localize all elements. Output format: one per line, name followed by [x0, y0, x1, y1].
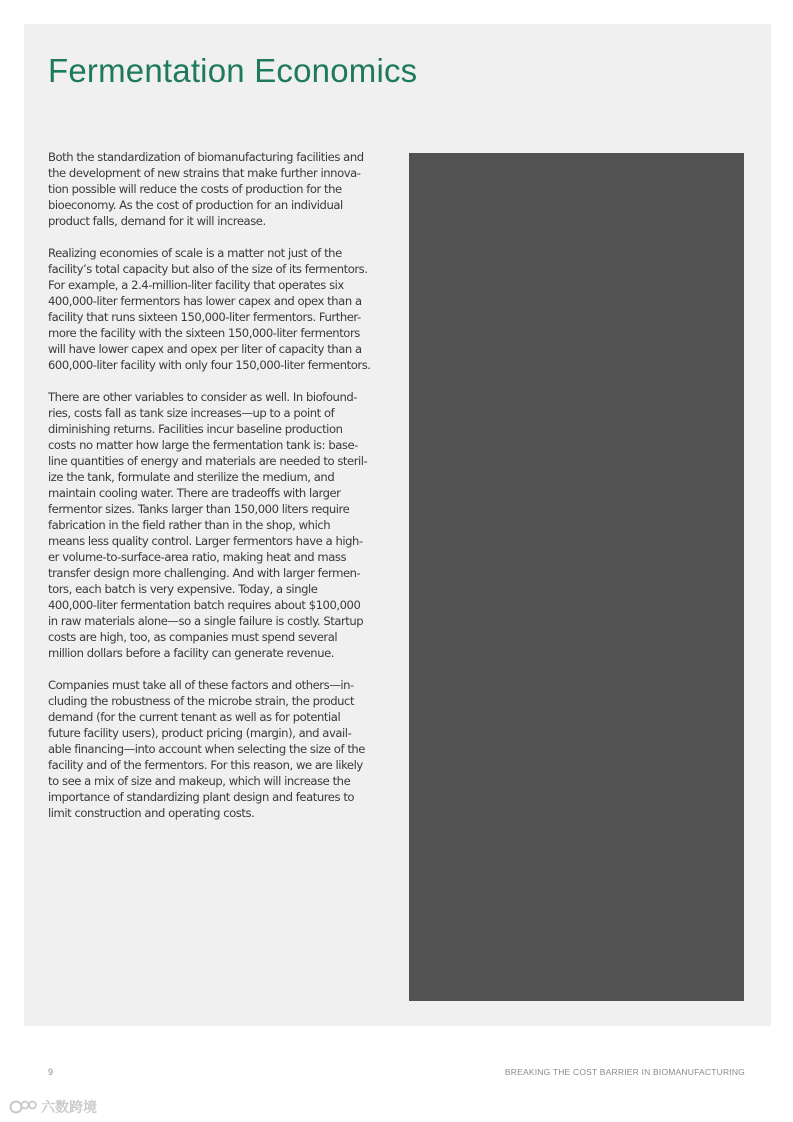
text-line: able financing—into account when selecting the size of the: [48, 742, 365, 756]
text-line: product falls, demand for it will increase.: [48, 214, 266, 228]
text-line: line quantities of energy and materials are needed to steril-: [48, 454, 368, 468]
paragraph-4: [48, 677, 388, 821]
text-line: facility’s total capacity but also of the size of its fermentors.: [48, 262, 368, 276]
paragraph-3: [48, 389, 388, 661]
page-title: Fermentation Economics: [48, 52, 418, 89]
text-line: diminishing returns. Facilities incur baseline production: [48, 422, 343, 436]
text-line: more the facility with the sixteen 150,000-liter fermentors: [48, 326, 360, 340]
text-line: future facility users), product pricing (margin), and avail-: [48, 726, 352, 740]
text-line: Both the standardization of biomanufacturing facilities and: [48, 150, 364, 164]
text-line: tors, each batch is very expensive. Today, a single: [48, 582, 318, 596]
text-line: fermentor sizes. Tanks larger than 150,000 liters require: [48, 502, 350, 516]
text-line: ries, costs fall as tank size increases—up to a point of: [48, 406, 335, 420]
text-line: tion possible will reduce the costs of production for the: [48, 182, 342, 196]
text-line: facility and of the fermentors. For this reason, we are likely: [48, 758, 363, 772]
text-line: fabrication in the field rather than in the shop, which: [48, 518, 331, 532]
text-line: bioeconomy. As the cost of production for an individual: [48, 198, 343, 212]
text-line: costs no matter how large the fermentation tank is: base-: [48, 438, 358, 452]
text-line: er volume-to-surface-area ratio, making heat and mass: [48, 550, 347, 564]
text-line: 400,000-liter fermentors has lower capex and opex than a: [48, 294, 362, 308]
running-footer-title: BREAKING THE COST BARRIER IN BIOMANUFACTURING: [504, 1067, 745, 1077]
text-line: There are other variables to consider as well. In biofound-: [48, 390, 357, 404]
text-line: million dollars before a facility can generate revenue.: [48, 646, 335, 660]
text-line: the development of new strains that make further innova-: [48, 166, 361, 180]
image-placeholder: [409, 153, 744, 1001]
article-body: [48, 149, 388, 837]
text-line: 600,000-liter facility with only four 150,000-liter fermentors.: [48, 358, 371, 372]
watermark: [8, 1097, 97, 1117]
text-line: means less quality control. Larger fermentors have a high-: [48, 534, 363, 548]
paragraph-2: [48, 245, 388, 373]
text-line: importance of standardizing plant design and features to: [48, 790, 355, 804]
text-line: For example, a 2.4-million-liter facility that operates six: [48, 278, 344, 292]
text-line: 400,000-liter fermentation batch requires about $100,000: [48, 598, 361, 612]
text-line: maintain cooling water. There are tradeoffs with larger: [48, 486, 341, 500]
text-line: to see a mix of size and makeup, which will increase the: [48, 774, 351, 788]
text-line: Realizing economies of scale is a matter not just of the: [48, 246, 342, 260]
paragraph-1: [48, 149, 388, 229]
text-line: transfer design more challenging. And with larger fermen-: [48, 566, 361, 580]
text-line: ize the tank, formulate and sterilize the medium, and: [48, 470, 335, 484]
loop-logo-icon: [8, 1099, 38, 1115]
text-line: costs are high, too, as companies must spend several: [48, 630, 338, 644]
text-line: demand (for the current tenant as well as for potential: [48, 710, 341, 724]
watermark-text: 六数跨境: [41, 1100, 97, 1116]
text-line: limit construction and operating costs.: [48, 806, 255, 820]
page-number: 9: [48, 1067, 54, 1077]
text-line: Companies must take all of these factors and others—in-: [48, 678, 354, 692]
text-line: in raw materials alone—so a single failure is costly. Startup: [48, 614, 364, 628]
text-line: cluding the robustness of the microbe strain, the product: [48, 694, 355, 708]
text-line: will have lower capex and opex per liter of capacity than a: [48, 342, 362, 356]
text-line: facility that runs sixteen 150,000-liter fermentors. Further-: [48, 310, 361, 324]
